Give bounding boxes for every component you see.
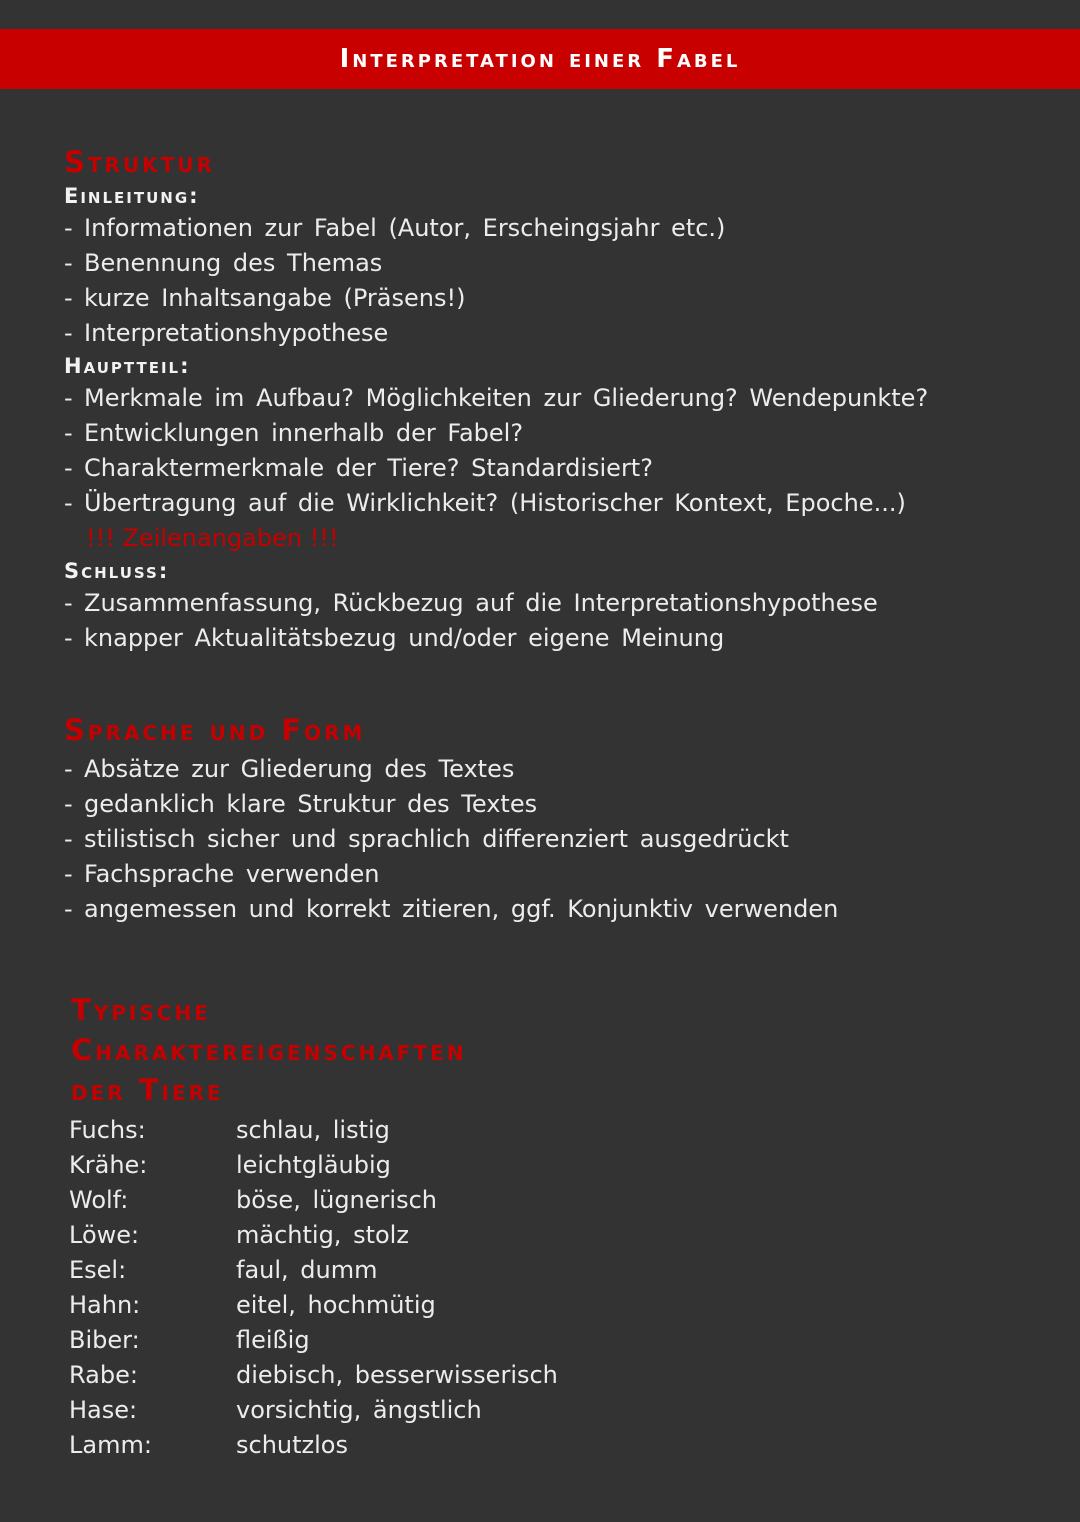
section-title-tiere-line-1: Typische: [71, 993, 211, 1027]
list-item: - Absätze zur Gliederung des Textes: [64, 755, 515, 783]
animal-traits: schlau, listig: [236, 1116, 390, 1144]
animal-traits-table: [69, 1113, 558, 1463]
animal-traits: fleißig: [236, 1326, 310, 1354]
sprache-list: [64, 752, 838, 927]
section-title-tiere-line-2: Charaktereigenschaften: [71, 1033, 467, 1067]
animal-traits: diebisch, besserwisserisch: [236, 1361, 558, 1389]
page-title: Interpretation einer Fabel: [339, 44, 741, 74]
subheading-hauptteil: Hauptteil:: [64, 354, 191, 378]
animal-name: Lamm:: [69, 1431, 152, 1459]
animal-name: Hahn:: [69, 1291, 141, 1319]
section-title-tiere-line-3: der Tiere: [71, 1073, 224, 1107]
subheading-schluss: Schluss:: [64, 559, 170, 583]
animal-name: Wolf:: [69, 1186, 129, 1214]
animal-traits: vorsichtig, ängstlich: [236, 1396, 482, 1424]
table-row: [69, 1218, 558, 1253]
animal-name: Krähe:: [69, 1151, 148, 1179]
animal-traits: faul, dumm: [236, 1256, 378, 1284]
animal-traits: böse, lügnerisch: [236, 1186, 437, 1214]
animal-traits: schutzlos: [236, 1431, 348, 1459]
animal-traits: eitel, hochmütig: [236, 1291, 436, 1319]
sprache-content: [64, 752, 838, 927]
list-item: - Übertragung auf die Wirklichkeit? (Historischer Kontext, Epoche...): [64, 489, 906, 517]
list-item: - Interpretationshypothese: [64, 319, 389, 347]
table-row: [69, 1183, 558, 1218]
table-row: [69, 1113, 558, 1148]
section-title-struktur: Struktur: [64, 145, 215, 179]
table-row: [69, 1358, 558, 1393]
list-item: - knapper Aktualitätsbezug und/oder eigene Meinung: [64, 624, 725, 652]
animal-traits: mächtig, stolz: [236, 1221, 409, 1249]
hauptteil-list: [64, 381, 928, 521]
list-item: - stilistisch sicher und sprachlich differenziert ausgedrückt: [64, 825, 789, 853]
animal-traits: leichtgläubig: [236, 1151, 391, 1179]
list-item: - Benennung des Themas: [64, 249, 383, 277]
animal-name: Esel:: [69, 1256, 127, 1284]
table-row: [69, 1253, 558, 1288]
title-banner: [0, 29, 1080, 89]
list-item: - gedanklich klare Struktur des Textes: [64, 790, 538, 818]
table-row: [69, 1428, 558, 1463]
animal-name: Löwe:: [69, 1221, 140, 1249]
list-item: - Fachsprache verwenden: [64, 860, 380, 888]
list-item: - Zusammenfassung, Rückbezug auf die Interpretationshypothese: [64, 589, 878, 617]
section-title-sprache-und-form: Sprache und Form: [64, 713, 366, 747]
list-item: - Informationen zur Fabel (Autor, Erscheingsjahr etc.): [64, 214, 726, 242]
zeilenangaben-note: !!! Zeilenangaben !!!: [86, 524, 339, 552]
animal-name: Rabe:: [69, 1361, 138, 1389]
animal-name: Hase:: [69, 1396, 138, 1424]
subheading-einleitung: Einleitung:: [64, 184, 200, 208]
struktur-content: [64, 181, 928, 656]
table-row: [69, 1323, 558, 1358]
animal-name: Fuchs:: [69, 1116, 146, 1144]
list-item: - Merkmale im Aufbau? Möglichkeiten zur Gliederung? Wendepunkte?: [64, 384, 929, 412]
einleitung-list: [64, 211, 928, 351]
list-item: - kurze Inhaltsangabe (Präsens!): [64, 284, 466, 312]
animal-name: Biber:: [69, 1326, 140, 1354]
table-row: [69, 1148, 558, 1183]
list-item: - angemessen und korrekt zitieren, ggf. Konjunktiv verwenden: [64, 895, 839, 923]
table-row: [69, 1288, 558, 1323]
table-row: [69, 1393, 558, 1428]
list-item: - Charaktermerkmale der Tiere? Standardisiert?: [64, 454, 653, 482]
schluss-list: [64, 586, 928, 656]
list-item: - Entwicklungen innerhalb der Fabel?: [64, 419, 524, 447]
